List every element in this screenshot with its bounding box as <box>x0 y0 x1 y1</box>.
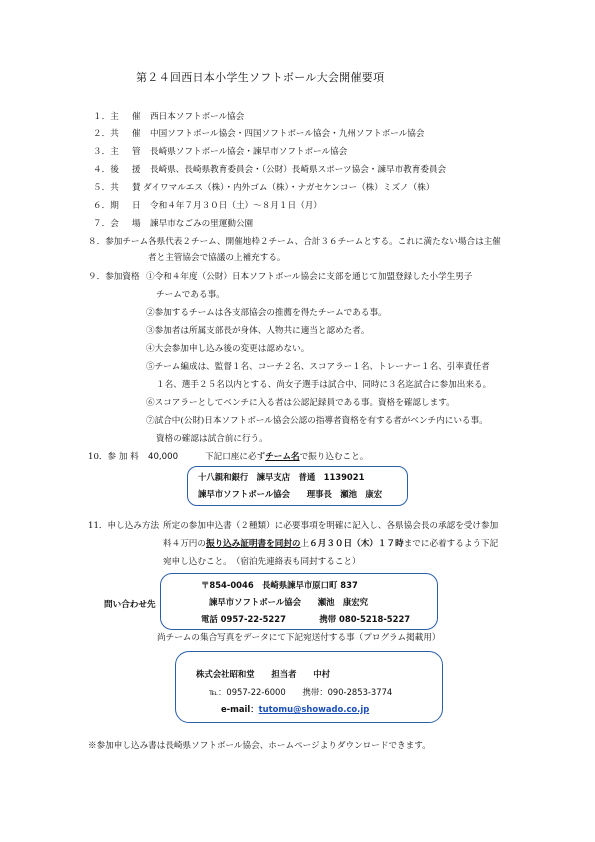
application-line: 宛申し込むこと。 （宿泊先連絡表も同封すること） <box>163 557 361 567</box>
contact-box <box>160 573 438 630</box>
qualification-line: ⑤チーム編成は、監督１名、コーチ２名、スコアラー１名、トレーナー１名、引率責任者 <box>146 362 490 372</box>
qualification-line: ⑥スコアラーとしてベンチに入る者は公認記録員である事。資格を確認します。 <box>146 398 455 408</box>
item-label: 10．参 加 料 <box>88 452 139 462</box>
item-value: 中国ソフトボール協会・四国ソフトボール協会・九州ソフトボール協会 <box>150 129 425 139</box>
item-line: 各県代表２チーム、開催地枠２チーム、合計３６チームとする。これに満たない場合は主催 <box>148 237 501 247</box>
item-number: ３．主 <box>93 147 119 157</box>
item-value: 西日本ソフトボール協会 <box>150 112 245 122</box>
application-line: 所定の参加申込書（２種類）に必要事項を明確に記入し、各県協会長の承認を受け参加 <box>163 521 499 531</box>
page-title: 第２４回西日本小学生ソフトボール大会開催要項 <box>136 71 385 84</box>
program-contact-box <box>175 651 443 723</box>
item-line: 者と主管協会で協議の上補充する。 <box>148 253 286 263</box>
item-key: 催 <box>132 112 141 122</box>
contact-address: 〒854-0046 長崎県諫早市原口町 837 <box>201 580 358 590</box>
qualification-line: チームである事。 <box>156 290 225 300</box>
item-number: ７．会 <box>93 219 119 229</box>
program-email-line: e-mail：tutomu@showado.co.jp <box>221 704 370 714</box>
program-phone: ℡：0957-22-6000 携帯：090-2853-3774 <box>209 687 393 697</box>
footer-note: ※参加申し込み書は長崎県ソフトボール協会、ホームページよりダウンロードできます。 <box>88 741 431 751</box>
contact-phone: 電話 0957-22-5227 携帯 080-5218-5227 <box>201 614 411 624</box>
item-key: 援 <box>132 165 141 175</box>
item-number: １．主 <box>93 112 119 122</box>
fee-amount: 40,000 <box>148 452 179 462</box>
item-value: 長崎県ソフトボール協会・諫早市ソフトボール協会 <box>150 147 348 157</box>
item-label: ８．参加チーム <box>88 237 149 247</box>
item-key: 賛 <box>132 183 141 193</box>
program-company: 株式会社昭和堂 担当者 中村 <box>196 669 330 679</box>
item-value: 諫早市なごみの里運動公園 <box>150 219 254 229</box>
email-link[interactable]: tutomu@showado.co.jp <box>258 704 370 714</box>
qualification-line: ④大会参加申し込み後の変更は認めない。 <box>146 344 310 354</box>
item-key: 日 <box>132 201 141 211</box>
qualification-line: 資格の確認は試合前に行う。 <box>156 434 268 444</box>
item-number: ５．共 <box>93 183 119 193</box>
fee-note: 下記口座に必ずチーム名で振り込むこと。 <box>205 452 369 462</box>
qualification-line: ①令和４年度（公財）日本ソフトボール協会に支部を通じて加盟登録した小学生男子 <box>146 272 473 282</box>
qualification-line: ③参加者は所属支部長が身体、人物共に適当と認めた者。 <box>146 326 370 336</box>
item-label: 11．申し込み方法 <box>88 521 160 531</box>
application-line: 料４万円の振り込み証明書を同封の上６月３０日（木）１７時までに必着するよう下記 <box>163 539 499 549</box>
item-key: 管 <box>132 147 141 157</box>
item-value: 令和４年７月３０日（土）～８月１日（月） <box>150 201 322 211</box>
contact-organization: 諫早市ソフトボール協会 瀬池 康宏究 <box>209 597 368 607</box>
item-label: ９．参加資格 <box>88 272 140 282</box>
item-key: 催 <box>132 129 141 139</box>
item-number: ４．後 <box>93 165 119 175</box>
photo-note: 尚チームの集合写真をデータにて下記宛送付する事（プログラム掲載用） <box>157 633 441 643</box>
qualification-line: ②参加するチームは各支部協会の推薦を得たチームである事。 <box>146 308 387 318</box>
account-holder: 諫早市ソフトボール協会 理事長 瀬池 康宏 <box>198 489 383 499</box>
team-name-emphasis: チーム名 <box>265 452 300 462</box>
item-number: ２．共 <box>93 129 119 139</box>
item-value: ダイワマルエス（株）・内外ゴム（株）・ナガセケンコー（株）ミズノ（株） <box>143 183 435 193</box>
qualification-line: ⑦試合中(公財)日本ソフトボール協会公認の指導者資格を有する者がベンチ内にいる事。 <box>146 416 488 426</box>
item-value: 長崎県、長崎県教育委員会・（公財）長崎県スポーツ協会・諫早市教育委員会 <box>150 165 447 175</box>
deadline-emphasis: ６月３０日（木）１７時 <box>309 539 404 549</box>
qualification-line: １名、選手２５名以内とする、尚女子選手は試合中、同時に３名迄試合に参加出来る。 <box>156 380 492 390</box>
item-number: ６．期 <box>93 201 119 211</box>
bank-name: 十八親和銀行 諫早支店 普通 1139021 <box>198 472 365 482</box>
item-key: 場 <box>132 219 141 229</box>
contact-label: 問い合わせ先 <box>104 600 156 610</box>
transfer-proof-emphasis: 振り込み証明書を同封の <box>205 539 301 549</box>
bank-account-box <box>187 466 408 506</box>
